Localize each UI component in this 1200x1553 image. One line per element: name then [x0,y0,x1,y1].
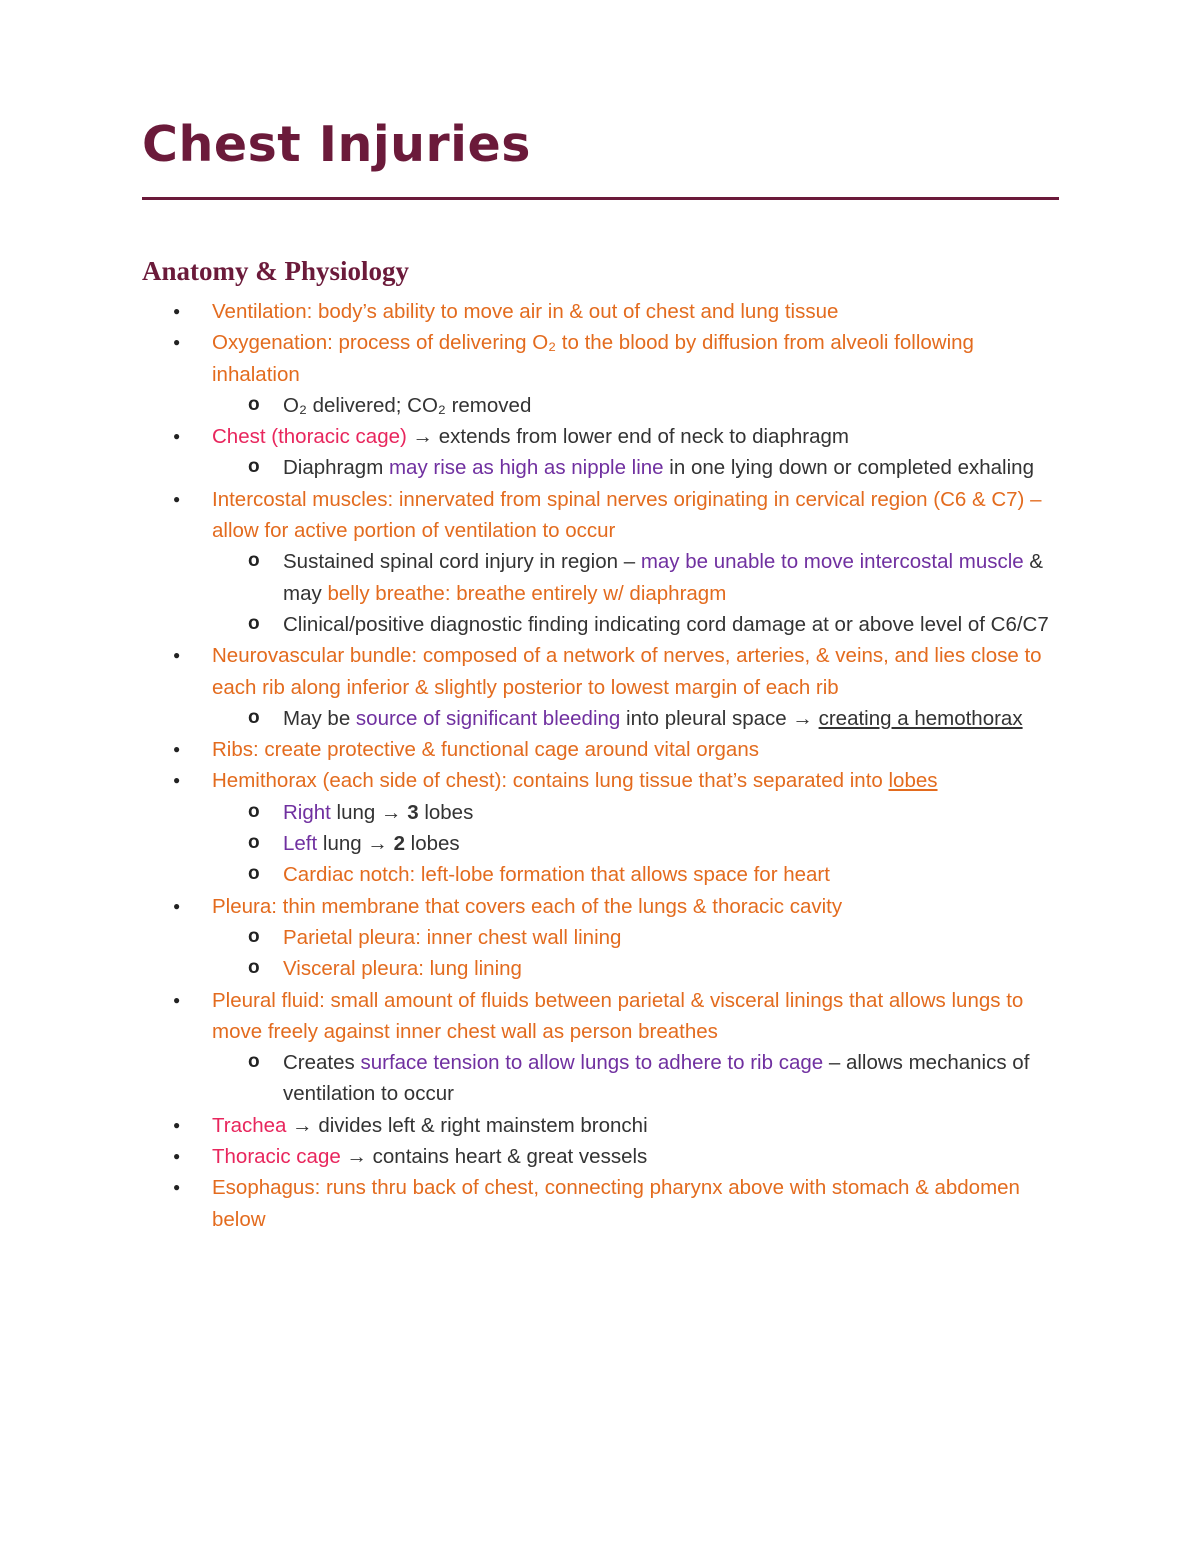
document-title: Chest Injuries [142,116,531,173]
sub-list-item: o May be source of significant bleeding into pleural space → creating a hemothorax [142,703,1062,734]
list-item: ● Pleura: thin membrane that covers each of the lungs & thoracic cavity [142,891,1062,922]
list-item: ● Chest (thoracic cage) → extends from lower end of neck to diaphragm [142,421,1062,452]
sub-list-item: o Cardiac notch: left-lobe formation that allows space for heart [142,859,1062,890]
list-item: ● Ribs: create protective & functional cage around vital organs [142,734,1062,765]
list-item: ● Neurovascular bundle: composed of a network of nerves, arteries, & veins, and lies close to each rib along inferior & slightly posterior to lowest margin of each rib [142,640,1062,703]
list-item: ● Intercostal muscles: innervated from spinal nerves originating in cervical region (C6 & C7) – allow for active portion of ventilation to occur [142,484,1062,547]
list-item: ● Esophagus: runs thru back of chest, connecting pharynx above with stomach & abdomen below [142,1172,1062,1235]
sub-list-item: o O₂ delivered; CO₂ removed [142,390,1062,421]
list-item: ● Oxygenation: process of delivering O₂ to the blood by diffusion from alveoli following inhalation [142,327,1062,390]
notes-list [72,296,1062,1235]
sub-list-item: o Visceral pleura: lung lining [142,953,1062,984]
sub-list-item: o Sustained spinal cord injury in region – may be unable to move intercostal muscle & may belly breathe: breathe entirely w/ diaphragm [142,546,1062,609]
list-item: ● Hemithorax (each side of chest): contains lung tissue that’s separated into lobes [142,765,1062,796]
sub-list-item: o Parietal pleura: inner chest wall lining [142,922,1062,953]
sub-list-item: o Left lung → 2 lobes [142,828,1062,859]
list-item: ● Ventilation: body’s ability to move air in & out of chest and lung tissue [142,296,1062,327]
list-item: ● Pleural fluid: small amount of fluids between parietal & visceral linings that allows lungs to move freely against inner chest wall as person breathes [142,985,1062,1048]
sub-list-item: o Creates surface tension to allow lungs to adhere to rib cage – allows mechanics of ventilation to occur [142,1047,1062,1110]
section-heading: Anatomy & Physiology [142,256,410,286]
sub-list-item: o Right lung → 3 lobes [142,797,1062,828]
sub-list-item: o Diaphragm may rise as high as nipple line in one lying down or completed exhaling [142,452,1062,483]
document-page [142,108,1062,1235]
list-item: ● Thoracic cage → contains heart & great vessels [142,1141,1062,1172]
list-item: ● Trachea → divides left & right mainstem bronchi [142,1110,1062,1141]
sub-list-item: o Clinical/positive diagnostic finding indicating cord damage at or above level of C6/C7 [142,609,1062,640]
title-divider [142,197,1059,200]
